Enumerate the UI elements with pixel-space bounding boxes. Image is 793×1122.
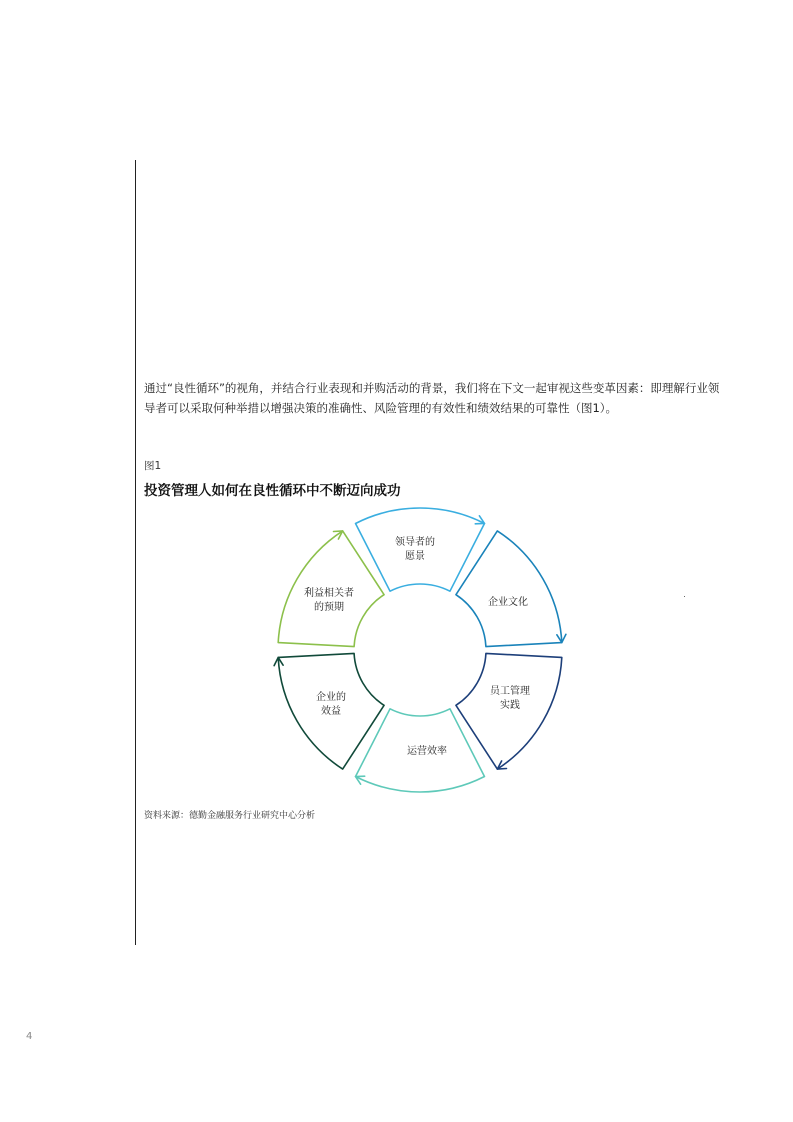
- cycle-segment-label: 运营效率: [407, 746, 447, 757]
- cycle-segment-label: 企业的: [316, 692, 346, 703]
- cycle-segment-label: 利益相关者: [304, 588, 354, 599]
- figure-title: 投资管理人如何在良性循环中不断迈向成功: [144, 483, 401, 499]
- cycle-segment-label: 员工管理: [490, 686, 530, 697]
- cycle-segment-outline: [356, 508, 485, 591]
- cycle-segment: [356, 709, 485, 792]
- intro-paragraph: 通过“良性循环”的视角，并结合行业表现和并购活动的背景，我们将在下文一起审视这些变革因素：即理解行业领导者可以采取何种举措以增强决策的准确性、风险管理的有效性和绩效结果的可靠性（图1）。: [144, 380, 720, 415]
- figure-label: 图1: [144, 460, 162, 472]
- cycle-segment-label: 实践: [500, 700, 520, 711]
- cycle-segment-label: 企业文化: [488, 597, 528, 608]
- cycle-segment-label: 愿景: [405, 551, 425, 562]
- cycle-segment-label: 的预期: [314, 602, 344, 613]
- cycle-segment-label: 领导者的: [395, 537, 435, 548]
- figure-source: 资料来源：德勤金融服务行业研究中心分析: [144, 811, 316, 821]
- page-number: 4: [26, 1031, 33, 1042]
- stray-mark: [684, 596, 685, 597]
- cycle-segment: [356, 508, 485, 591]
- cycle-segment-label: 效益: [321, 706, 341, 717]
